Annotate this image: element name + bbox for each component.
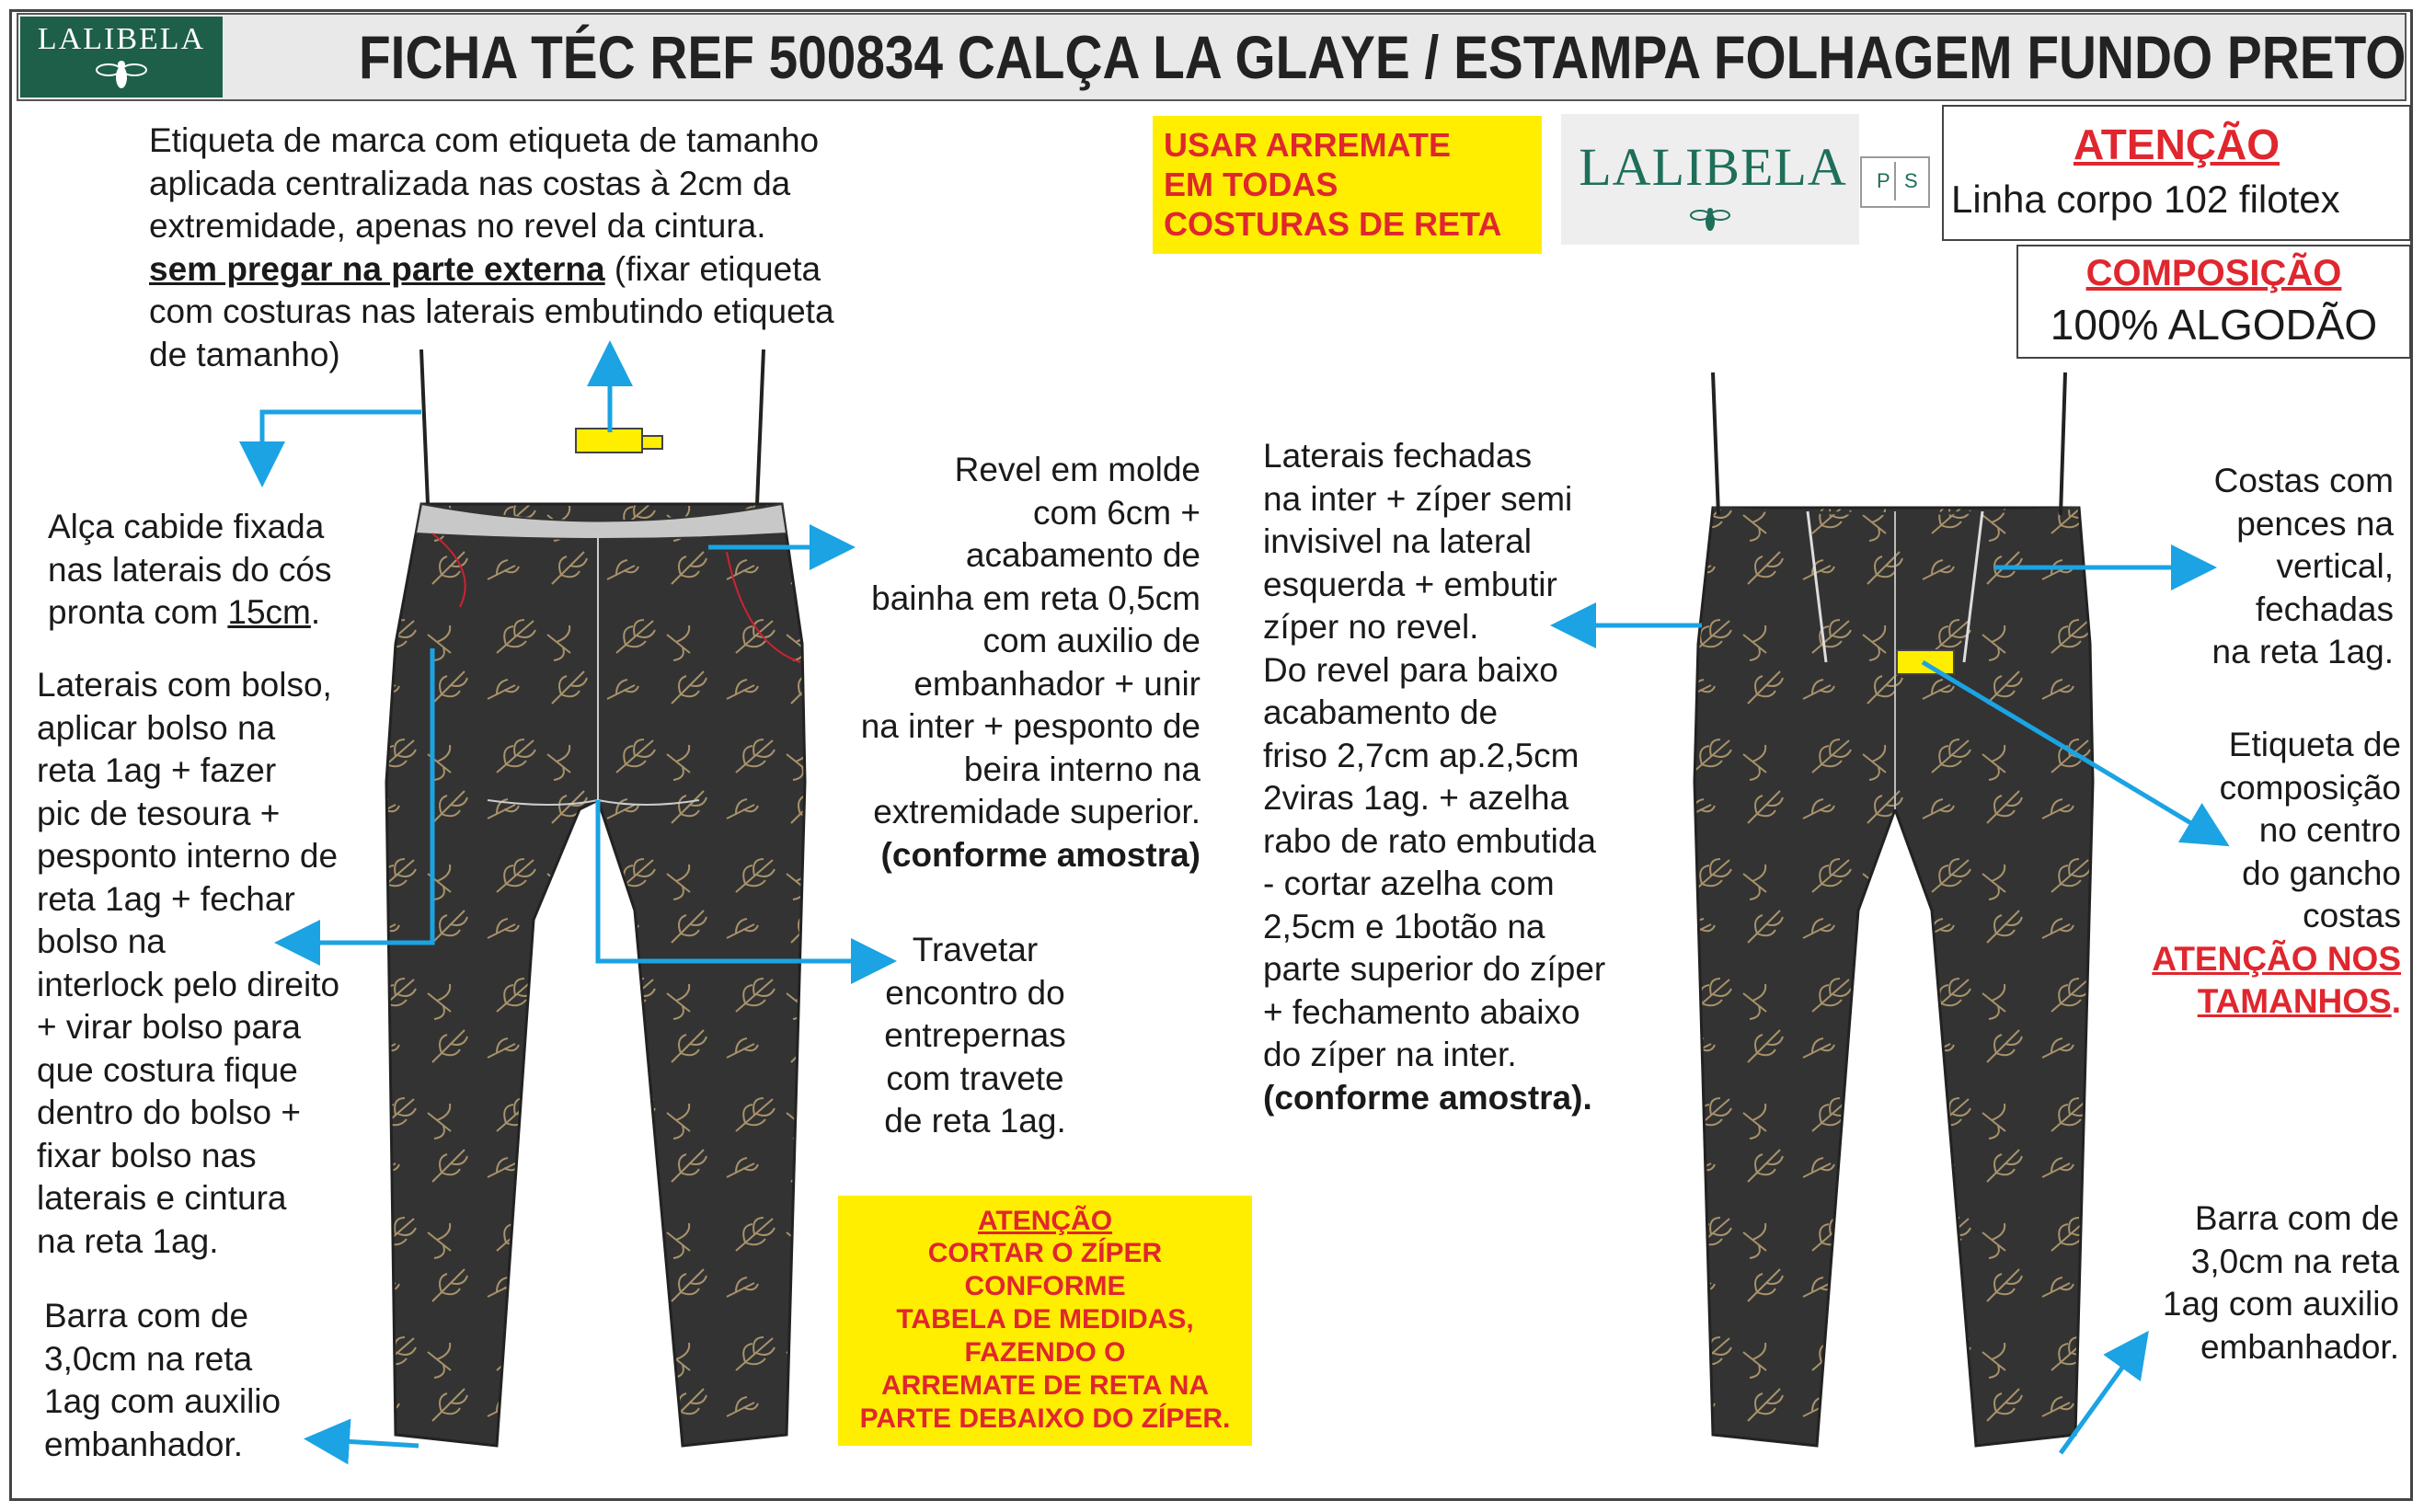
facing-note-bold: (conforme amostra) — [880, 835, 1201, 874]
hanger-loop-end: . — [310, 593, 321, 631]
side-pocket-note: Laterais com bolso, aplicar bolso na reta 1ag + fazer pic de tesoura + pesponto interno de reta 1ag + fechar bolso na interlock pelo direito + virar bolso para que costura fique dentro do bolso + fixar bolso nas laterais e cintura na reta 1ag. — [37, 666, 340, 1260]
facing-note — [810, 449, 1201, 876]
composition-heading: COMPOSIÇÃO — [2085, 253, 2342, 293]
notice-text: USAR ARREMATE EM TODAS COSTURAS DE RETA — [1164, 126, 1502, 243]
composition-label-alert: ATENÇÃO NOS TAMANHOS — [2152, 939, 2401, 1020]
zipper-warning-text: CORTAR O ZÍPER CONFORME TABELA DE MEDIDAS, FAZENDO O ARREMATE DE RETA NA PARTE DEBAIXO DO ZÍPER. — [859, 1238, 1231, 1434]
center-logo-text: LALIBELA — [1579, 137, 1847, 197]
back-hem-note: Barra com de 3,0cm na reta 1ag com auxilio embanhador. — [2162, 1199, 2399, 1366]
hanger-loop-note — [48, 506, 332, 635]
hanger-loop-measure: 15cm — [227, 593, 311, 631]
front-hem-note: Barra com de 3,0cm na reta 1ag com auxilio embanhador. — [44, 1297, 281, 1463]
composition-label-end: . — [2391, 982, 2401, 1020]
brand-label-note-text: Etiqueta de marca com etiqueta de tamanho aplicada centralizada nas costas à 2cm da extremidade, apenas no revel da cintura. — [149, 121, 820, 245]
side-zipper-note-bold: (conforme amostra). — [1263, 1078, 1592, 1117]
zipper-warning-box — [838, 1196, 1252, 1446]
brand-label-note-end: (fixar etiqueta com costuras nas laterais embutindo etiqueta de tamanho) — [149, 249, 834, 373]
back-darts-note: Costas com pences na vertical, fechadas na reta 1ag. — [2211, 462, 2394, 670]
brand-logo-text: LALIBELA — [37, 22, 206, 56]
side-zipper-note — [1263, 435, 1605, 1119]
composition-label-text: Etiqueta de composição no centro do gancho costas — [2219, 726, 2401, 934]
composition-label-note — [2024, 724, 2401, 1024]
brand-label-note — [149, 120, 977, 376]
size-label-marker — [642, 436, 662, 449]
brand-label-note-bold: sem pregar na parte externa — [149, 249, 605, 288]
size-code-s: S — [1904, 169, 1918, 192]
page-title: FICHA TÉC REF 500834 CALÇA LA GLAYE / ESTAMPA FOLHAGEM FUNDO PRETO — [359, 23, 2407, 91]
composition-text: 100% ALGODÃO — [2050, 301, 2378, 349]
hanger-loop-text: Alça cabide fixada nas laterais do cós pronta com — [48, 508, 332, 631]
zipper-warning-heading: ATENÇÃO — [977, 1206, 1113, 1236]
attention-heading: ATENÇÃO — [2073, 120, 2280, 168]
side-zipper-note-text: Laterais fechadas na inter + zíper semi invisivel na lateral esquerda + embutir zíper no revel. Do revel para baixo acabamento de friso 2,7cm ap.2,5cm 2viras 1ag. + azelha rabo de rato embutida - cortar azelha com 2,5cm e 1botão na parte superior do zíper + fechamento abaixo do zíper na inter. — [1263, 437, 1606, 1073]
size-code-p: P — [1877, 169, 1890, 192]
crotch-bartack-note: Travetar encontro do entrepernas com travete de reta 1ag. — [884, 931, 1066, 1140]
facing-note-text: Revel em molde com 6cm + acabamento de bainha em reta 0,5cm com auxilio de embanhador + unir na inter + pesponto de beira interno na extremidade superior. — [860, 451, 1201, 830]
attention-text: Linha corpo 102 filotex — [1951, 178, 2340, 221]
